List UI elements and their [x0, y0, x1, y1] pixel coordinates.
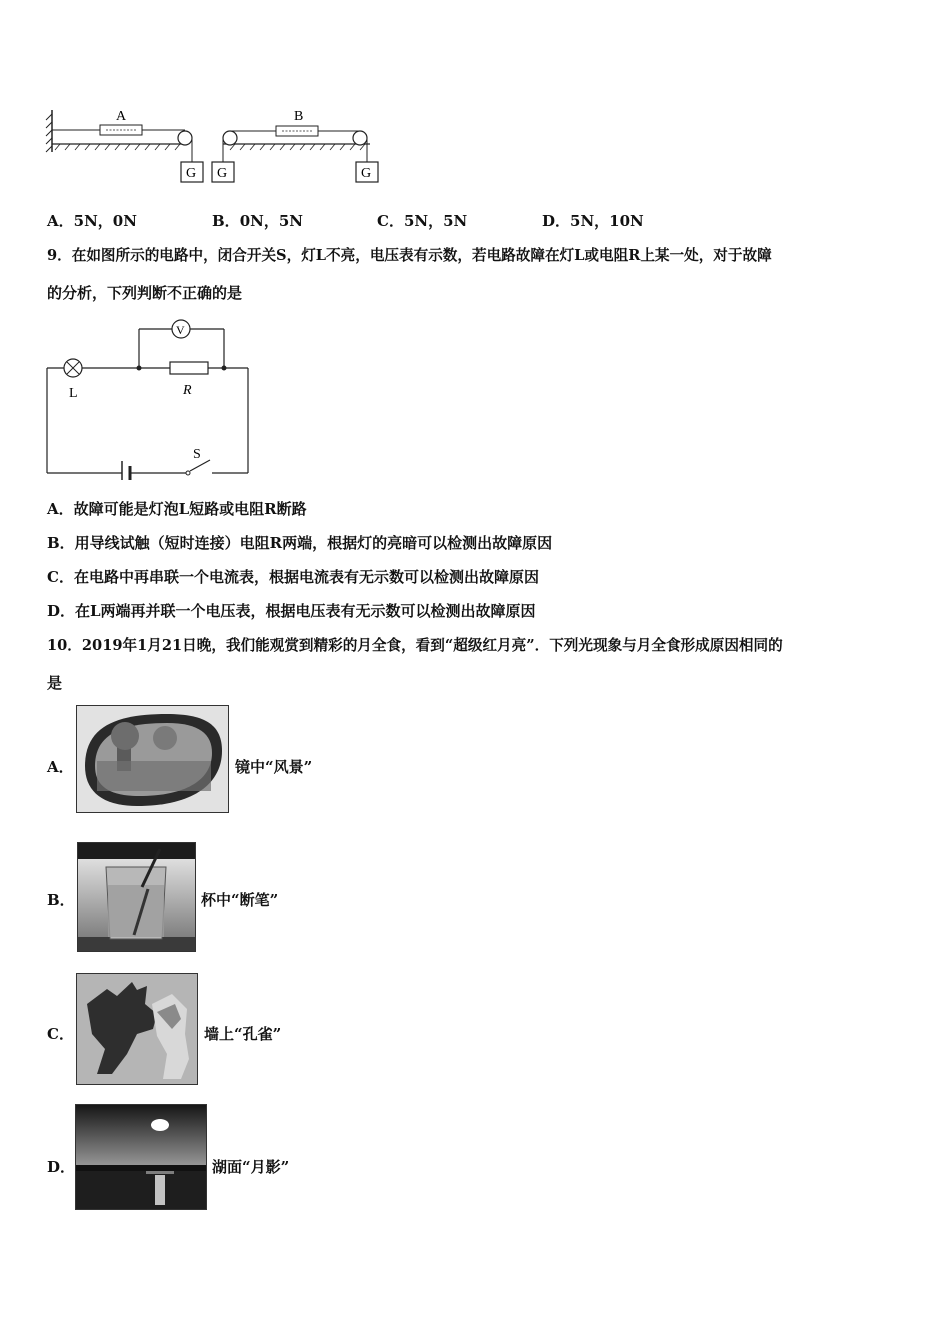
q9-stem-line2: 的分析，下列判断不正确的是 — [47, 284, 243, 302]
car-mirror-photo — [76, 705, 229, 813]
q8-option-a[interactable]: A．5N，0N — [47, 212, 137, 230]
q10-option-a-letter[interactable]: A． — [47, 758, 74, 776]
q8-option-d[interactable]: D．5N，10N — [542, 212, 644, 230]
weight-left-label: G — [186, 166, 197, 181]
lamp-label: L — [69, 386, 78, 401]
q10-option-d-caption: 湖面“月影” — [212, 1158, 290, 1176]
q9-circuit-diagram — [40, 315, 260, 480]
lake-moon-photo — [75, 1104, 207, 1210]
q9-option-d[interactable]: D．在L两端再并联一个电压表，根据电压表有无示数可以检测出故障原因 — [47, 602, 536, 620]
weight-middle-label: G — [217, 166, 228, 181]
pencil-in-glass-photo — [77, 842, 196, 952]
q9-option-a[interactable]: A．故障可能是灯泡L短路或电阻R断路 — [47, 500, 307, 518]
q10-option-d-letter[interactable]: D． — [47, 1158, 76, 1176]
q10-stem-line1: 10．2019年1月21日晚，我们能观赏到精彩的月全食，看到“超级红月亮”．下列光现象与月全食形成原因相同的 — [47, 637, 783, 654]
q9-option-b[interactable]: B．用导线试触（短时连接）电阻R两端，根据灯的亮暗可以检测出故障原因 — [47, 534, 553, 552]
q9-option-c[interactable]: C．在电路中再串联一个电流表，根据电流表有无示数可以检测出故障原因 — [47, 568, 539, 586]
q10-option-b-letter[interactable]: B． — [47, 891, 75, 909]
q10-option-b-caption: 杯中“断笔” — [201, 891, 279, 909]
resistor-label: R — [183, 383, 192, 398]
q8-option-c[interactable]: C．5N，5N — [377, 212, 468, 230]
scale-a-label: A — [116, 109, 127, 124]
q10-option-c-letter[interactable]: C． — [47, 1025, 74, 1043]
q10-option-c-caption: 墙上“孔雀” — [204, 1025, 282, 1043]
q10-stem-line2: 是 — [47, 674, 63, 692]
q8-option-b[interactable]: B．0N，5N — [212, 212, 303, 230]
q8-spring-scale-diagram — [40, 100, 390, 190]
switch-label: S — [193, 447, 201, 462]
q9-stem-line1: 9．在如图所示的电路中，闭合开关S，灯L不亮，电压表有示数，若电路故障在灯L或电阻R上某一处，对于故障 — [47, 247, 772, 264]
voltmeter-label: V — [176, 323, 185, 337]
scale-b-label: B — [294, 109, 304, 124]
hand-shadow-photo — [76, 973, 198, 1085]
q10-option-a-caption: 镜中“风景” — [235, 758, 313, 776]
weight-right-label: G — [361, 166, 372, 181]
